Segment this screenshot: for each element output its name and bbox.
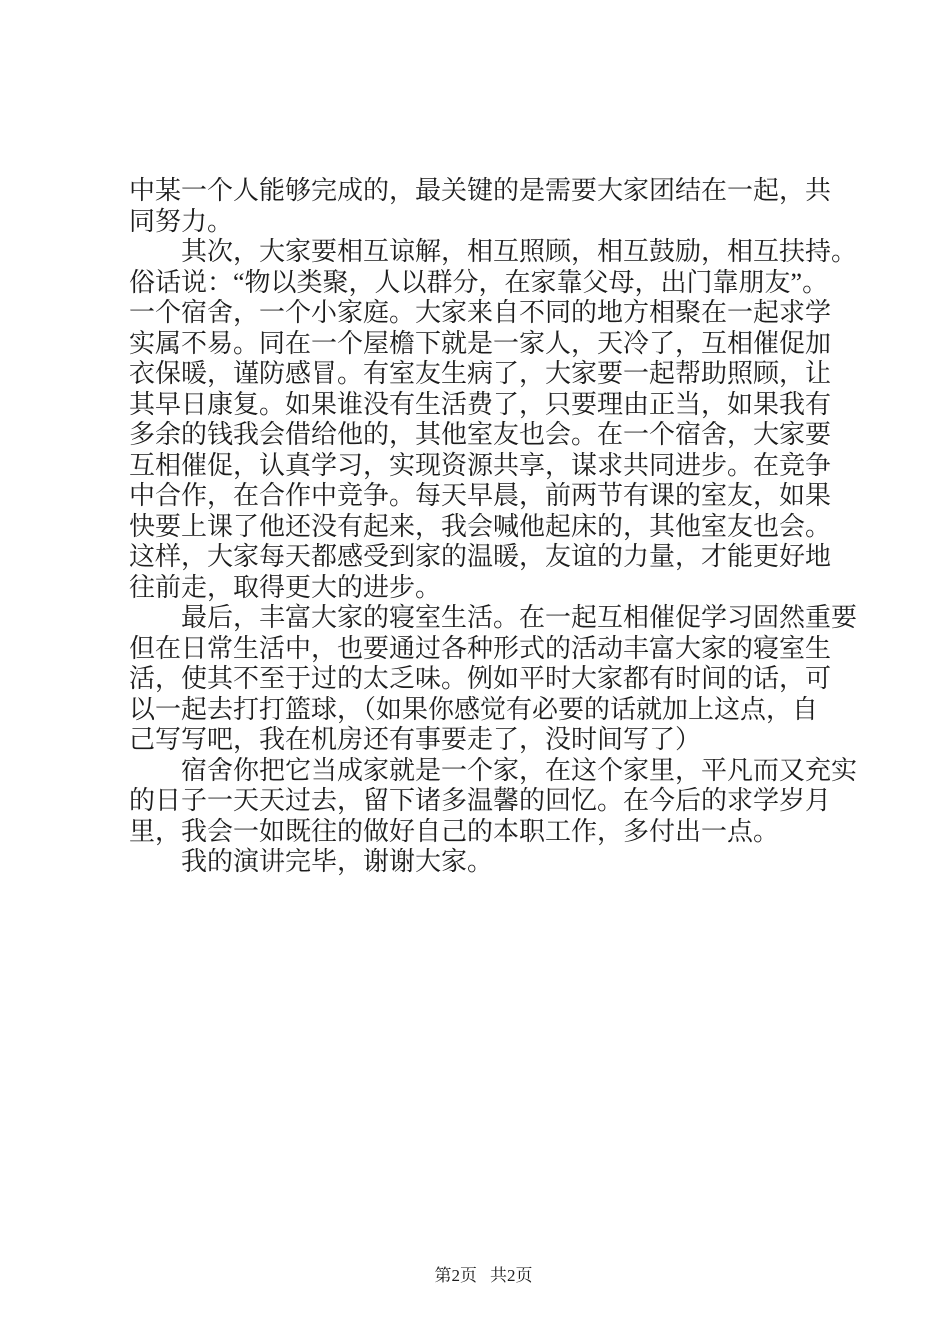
text-line: 衣保暖，谨防感冒。有室友生病了，大家要一起帮助照顾，让 <box>129 359 832 388</box>
page-footer <box>0 1243 950 1309</box>
text-line: 往前走，取得更大的进步。 <box>129 572 442 602</box>
text-body <box>129 176 859 878</box>
text-line: 最后，丰富大家的寝室生活。在一起互相催促学习固然重要 <box>129 603 858 632</box>
text-line: 这样，大家每天都感受到家的温暖，友谊的力量，才能更好地 <box>129 542 832 571</box>
text-line: 中某一个人能够完成的，最关键的是需要大家团结在一起，共 <box>129 176 832 205</box>
page-number-current: 第2页 <box>434 1266 477 1285</box>
text-line: 其早日康复。如果谁没有生活费了，只要理由正当，如果我有 <box>129 389 832 419</box>
text-line: 一个宿舍，一个小家庭。大家来自不同的地方相聚在一起求学 <box>129 298 832 327</box>
text-line: 活，使其不至于过的太乏味。例如平时大家都有时间的话，可 <box>129 664 832 693</box>
text-line: 快要上课了他还没有起来，我会喊他起床的，其他室友也会。 <box>129 511 832 541</box>
text-line: 但在日常生活中，也要通过各种形式的活动丰富大家的寝室生 <box>129 633 832 663</box>
text-line: 俗话说：“物以类聚，人以群分，在家靠父母，出门靠朋友”。 <box>129 267 829 297</box>
text-line: 多余的钱我会借给他的，其他室友也会。在一个宿舍，大家要 <box>129 420 832 449</box>
text-line: 以一起去打打篮球，（如果你感觉有必要的话就加上这点，自 <box>129 694 819 724</box>
text-line: 宿舍你把它当成家就是一个家，在这个家里，平凡而又充实 <box>129 755 858 785</box>
text-line: 的日子一天天过去，留下诸多温馨的回忆。在今后的求学岁月 <box>129 786 832 815</box>
text-line: 我的演讲完毕，谢谢大家。 <box>129 847 494 876</box>
text-line: 实属不易。同在一个屋檐下就是一家人，天冷了，互相催促加 <box>129 328 832 358</box>
text-line: 同努力。 <box>129 206 234 236</box>
text-line: 其次，大家要相互谅解，相互照顾，相互鼓励，相互扶持。 <box>129 237 858 266</box>
page-count-total: 共2页 <box>490 1266 533 1285</box>
text-line: 中合作，在合作中竞争。每天早晨，前两节有课的室友，如果 <box>129 481 832 510</box>
text-line: 里，我会一如既往的做好自己的本职工作，多付出一点。 <box>129 816 780 846</box>
text-line: 互相催促，认真学习，实现资源共享，谋求共同进步。在竞争 <box>129 450 832 480</box>
text-line: 己写写吧，我在机房还有事要走了，没时间写了） <box>129 725 702 754</box>
